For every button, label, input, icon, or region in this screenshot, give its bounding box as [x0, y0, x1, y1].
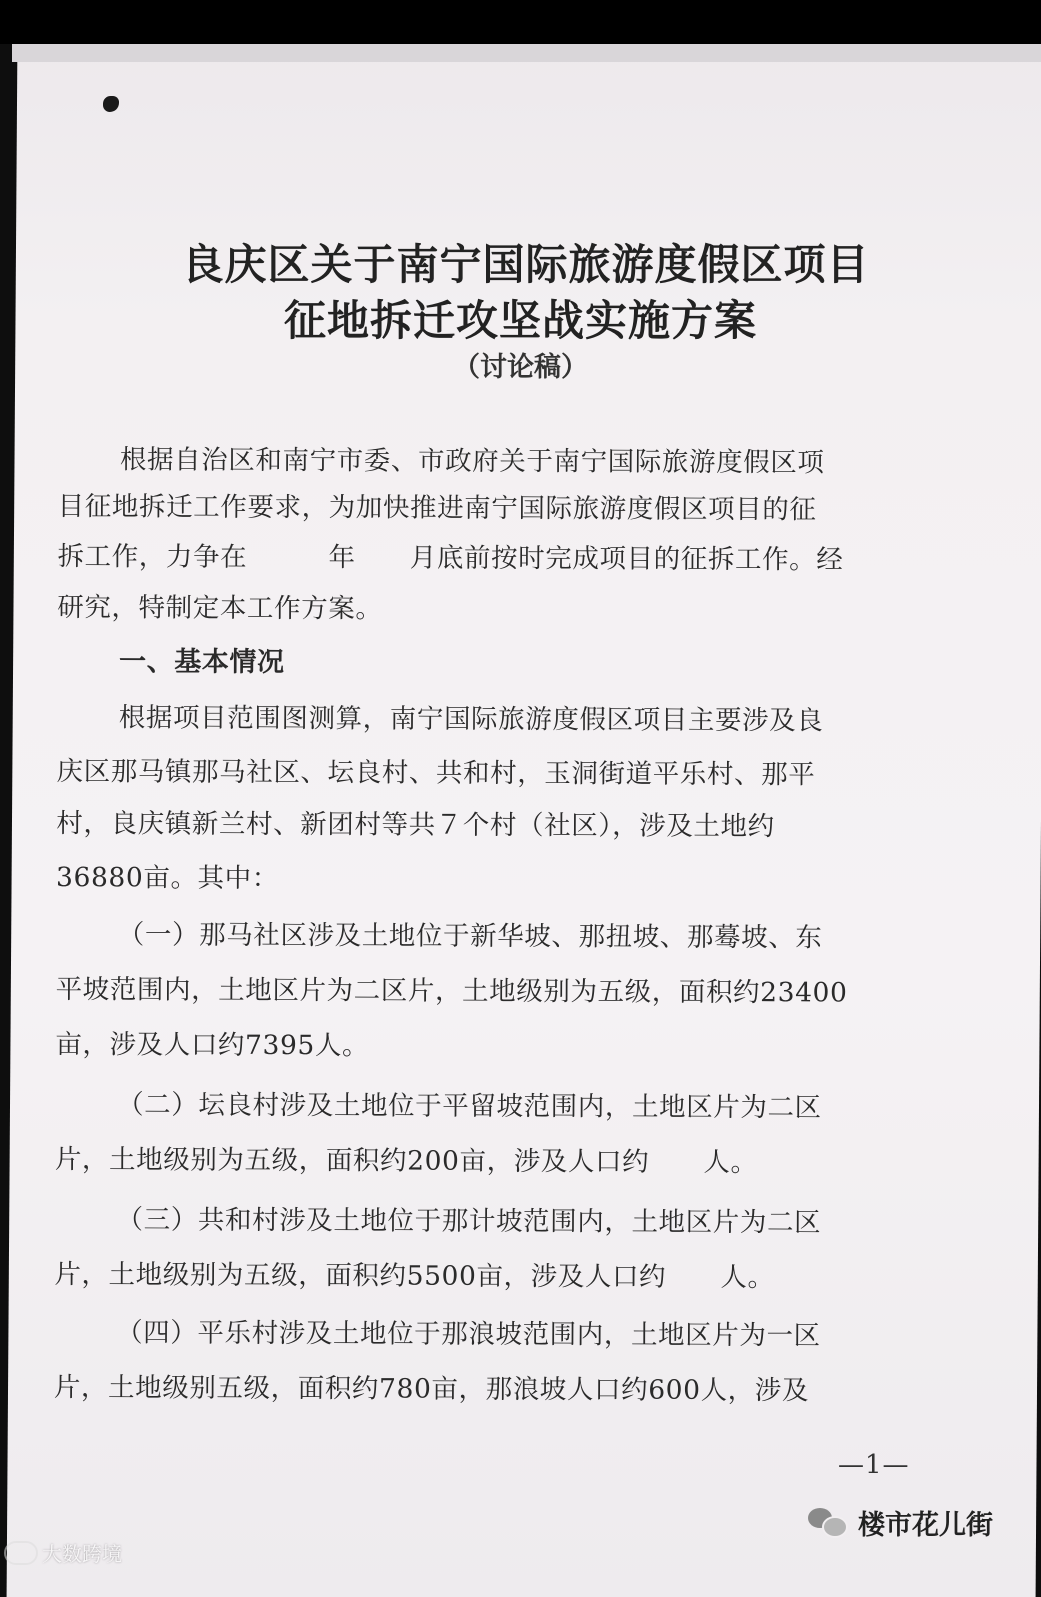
top-black-bar [0, 0, 1041, 44]
paragraph-line: 片，土地级别为五级，面积约200亩，涉及人口约 人。 [54, 1143, 758, 1179]
wechat-account-watermark [808, 1502, 993, 1542]
paragraph-line: 目征地拆迁工作要求，为加快推进南宁国际旅游度假区项目的征 [57, 490, 817, 526]
paragraph-line: 拆工作，力争在 年 月底前按时完成项目的征拆工作。经 [57, 540, 844, 576]
document-subtitle: （讨论稿） [453, 352, 588, 383]
page-number: —1— [838, 1450, 910, 1480]
wechat-account-name: 楼市花儿街 [858, 1509, 993, 1541]
corner-logo-watermark [4, 1538, 122, 1567]
paragraph-line: 庆区那马镇那马社区、坛良村、共和村，玉洞街道平乐村、那平 [56, 755, 816, 791]
section-heading: 一、基本情况 [118, 646, 285, 678]
paper-edge-shadow [12, 44, 1041, 62]
paragraph-line: 根据项目范围图测算，南宁国际旅游度假区项目主要涉及良 [118, 702, 824, 737]
paragraph-line: （二）坛良村涉及土地位于平留坡范围内，土地区片为二区 [117, 1089, 822, 1124]
wechat-icon [808, 1506, 848, 1538]
paragraph-line: （三）共和村涉及土地位于那计坡范围内，土地区片为二区 [116, 1204, 822, 1239]
paragraph-line: 片，土地级别五级，面积约780亩，那浪坡人口约600人，涉及 [53, 1371, 810, 1407]
document-title-line-2: 征地拆迁攻坚战实施方案 [283, 296, 757, 345]
corner-logo-text: 大数跨境 [42, 1542, 122, 1566]
paragraph-line: 村，良庆镇新兰村、新团村等共７个村（社区），涉及土地约 [56, 807, 775, 843]
paragraph-line: 研究，特制定本工作方案。 [57, 591, 383, 625]
logo-icon [4, 1541, 38, 1565]
paragraph-line: 亩，涉及人口约7395人。 [55, 1028, 370, 1062]
paragraph-line: （一）那马社区涉及土地位于新华坡、那扭坡、那蓦坡、东 [117, 919, 823, 954]
paragraph-line: （四）平乐村涉及土地位于那浪坡范围内，土地区片为一区 [116, 1317, 821, 1352]
paragraph-line: 片，土地级别为五级，面积约5500亩，涉及人口约 人。 [54, 1258, 775, 1294]
paragraph-line: 36880亩。其中： [56, 861, 279, 894]
paragraph-line: 根据自治区和南宁市委、市政府关于南宁国际旅游度假区项 [119, 444, 825, 479]
paragraph-line: 平坡范围内，土地区片为二区片，土地级别为五级，面积约23400 [55, 973, 848, 1009]
document-title-line-1: 良庆区关于南宁国际旅游度假区项目 [181, 240, 870, 289]
